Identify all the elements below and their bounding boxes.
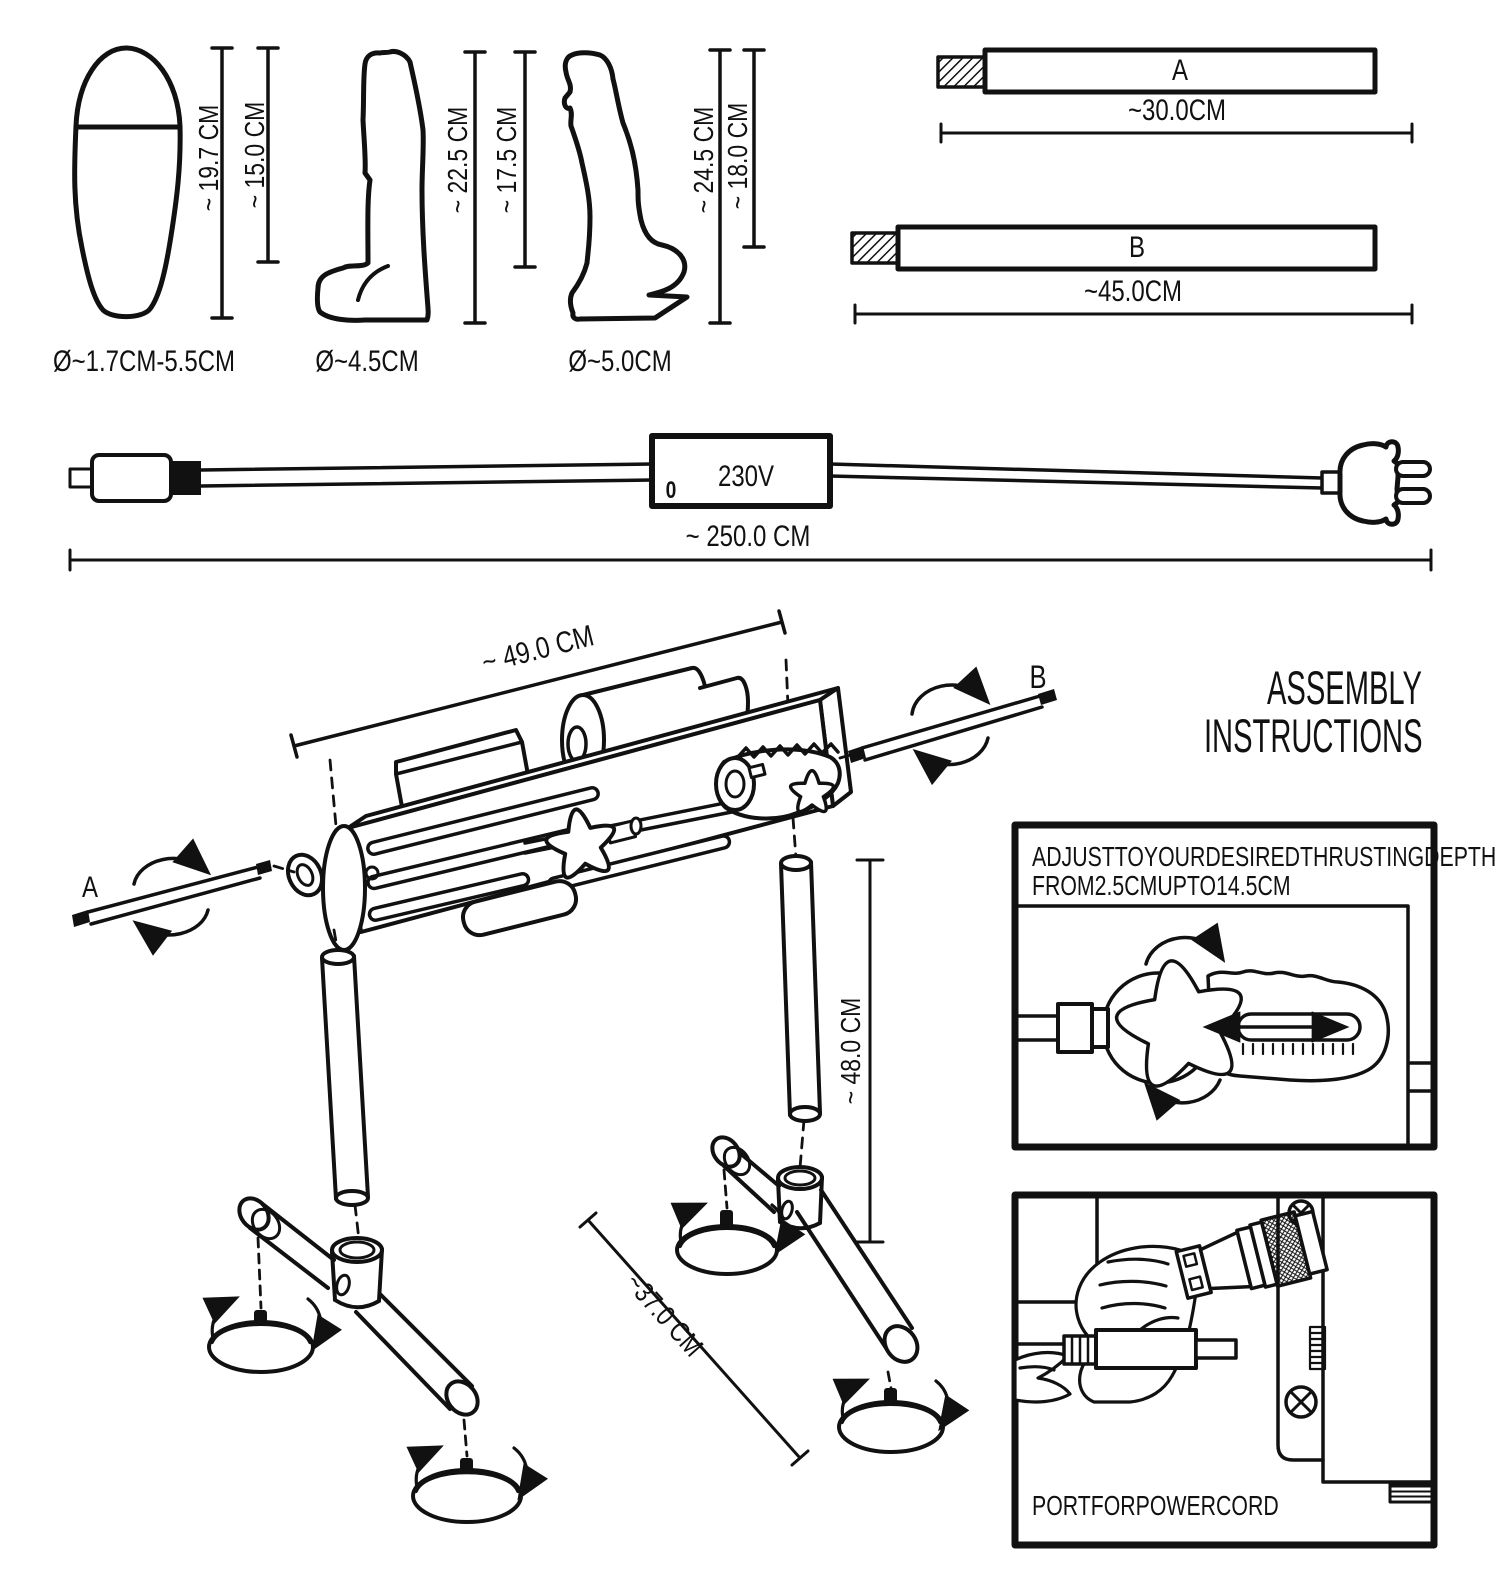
depth-instruction-line2: FROM2.5CMUPTO14.5CM [1032, 870, 1291, 901]
machine-drawing [282, 660, 851, 950]
cord-length-label: ~ 250.0 CM [685, 520, 811, 553]
attachment-dildo-large-outline [564, 53, 687, 320]
suction-cup [413, 1420, 527, 1522]
rod-a-length-label: ~30.0CM [1127, 94, 1227, 127]
page-title-line1: ASSEMBLY [1267, 661, 1422, 714]
machine-width-label: ~ 49.0 CM [478, 619, 598, 680]
legs-drawing [209, 856, 948, 1522]
sleeve-insertable-label: ~ 15.0 CM [239, 101, 270, 209]
dildo-large-length-label: ~ 24.5 CM [688, 106, 719, 214]
depth-instruction-line1: ADJUSTTOYOURDESIREDTHRUSTINGDEPTH [1032, 841, 1497, 872]
attachment-sleeve-outline [75, 48, 181, 317]
assembly-rod-a-label: A [81, 871, 99, 904]
dildo-medium-length-label: ~ 22.5 CM [442, 106, 473, 214]
leg-height-label: ~ 48.0 CM [835, 997, 866, 1105]
assembly-rod-b [840, 685, 1057, 765]
dildo-large-diameter-label: Ø~5.0CM [568, 345, 672, 378]
sleeve-diameter-label: Ø~1.7CM-5.5CM [52, 345, 236, 378]
port-label: PORTFORPOWERCORD [1032, 1490, 1279, 1521]
dildo-large-insertable-label: ~ 18.0 CM [722, 102, 753, 210]
page-title-line2: INSTRUCTIONS [1203, 709, 1422, 762]
assembly-rod-b-label: B [1029, 659, 1047, 695]
base-width-label: ~37.0 CM [619, 1266, 710, 1363]
rod-a-label: A [1171, 54, 1189, 87]
adapter-indicator: 0 [665, 477, 677, 504]
assembly-rod-a [72, 858, 294, 935]
suction-cup [839, 1372, 948, 1452]
sleeve-length-label: ~ 19.7 CM [193, 104, 224, 212]
attachment-dildo-medium-outline [317, 51, 428, 320]
rod-b-length-label: ~45.0CM [1083, 275, 1183, 308]
adapter-voltage-label: 230V [717, 460, 775, 493]
rotation-arrow-icon [134, 858, 204, 884]
rotation-arrow-icon [140, 910, 208, 935]
dildo-medium-diameter-label: Ø~4.5CM [315, 345, 419, 378]
suction-cup [209, 1238, 321, 1372]
rotation-arrow-icon [912, 685, 984, 714]
rod-b-label: B [1128, 231, 1146, 264]
suction-cup [677, 1170, 784, 1274]
dildo-medium-insertable-label: ~ 17.5 CM [491, 106, 522, 214]
